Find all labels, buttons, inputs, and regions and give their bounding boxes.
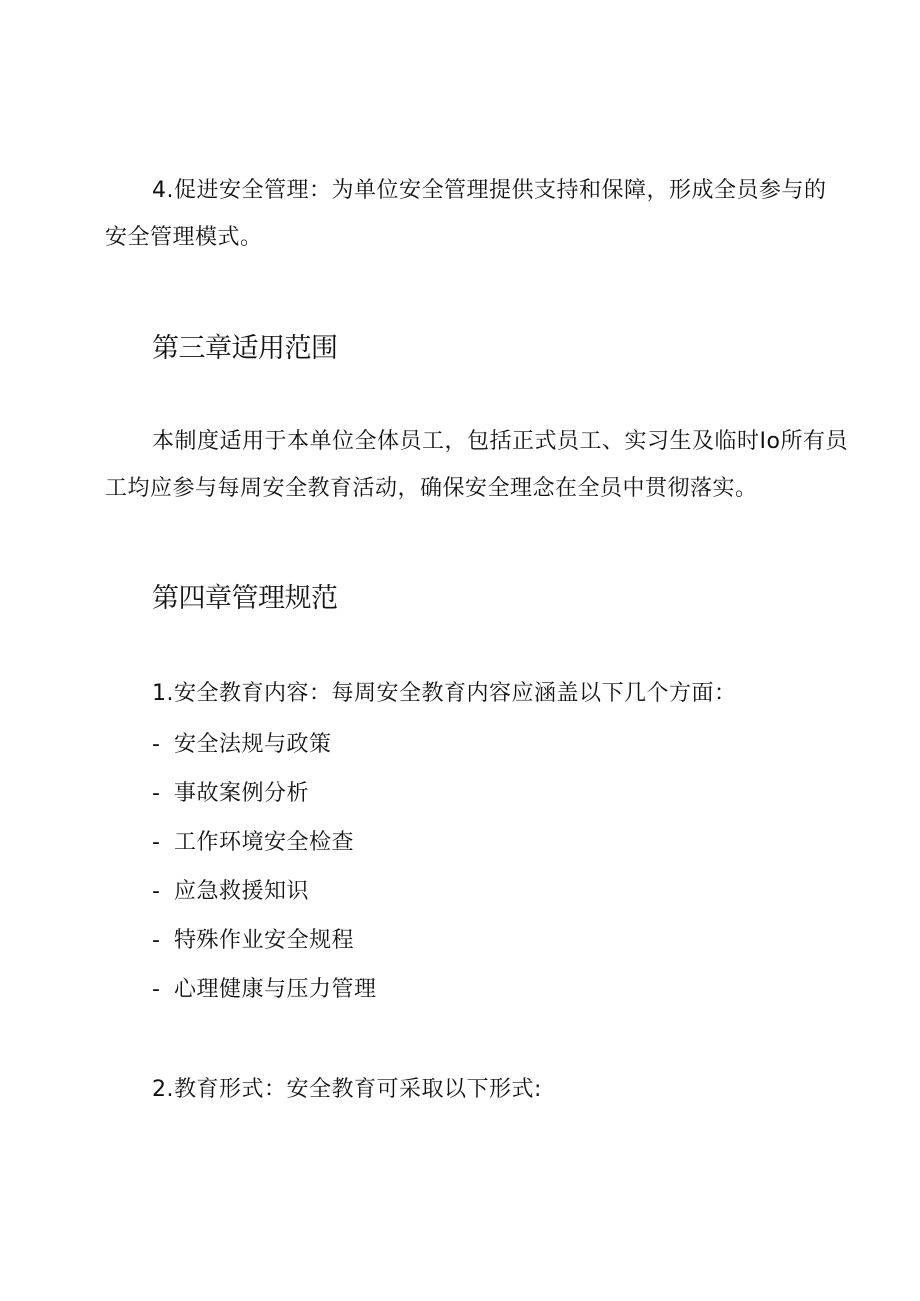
item-number: 1 <box>152 681 167 706</box>
bullet-dash: - <box>152 781 161 806</box>
item-text: .促进安全管理：为单位安全管理提供支持和保障，形成全员参与的 <box>166 178 827 203</box>
item-number: 2 <box>152 1077 167 1102</box>
list-item <box>152 965 852 1014</box>
list-item-text: 应急救援知识 <box>174 879 310 904</box>
chapter-3-line-1: 本制度适用于本单位全体员工，包括正式员工、实习生及临时Io所有员 <box>152 429 848 454</box>
list-item-text: 安全法规与政策 <box>174 732 332 757</box>
list-item-text: 心理健康与压力管理 <box>174 977 377 1002</box>
bullet-dash: - <box>152 977 161 1002</box>
chapter-4-item-1 <box>0 670 920 717</box>
bullet-dash: - <box>152 879 161 904</box>
item-number: 4 <box>152 178 167 203</box>
chapter-4-item-2-line <box>0 1066 920 1113</box>
chapter-3-paragraph <box>0 418 920 512</box>
goal-item-4-line-2: 安全管理模式。 <box>105 225 263 250</box>
item-text: .安全教育内容：每周安全教育内容应涵盖以下几个方面： <box>166 681 737 706</box>
chapter-4-heading: 第四章管理规范 <box>152 583 338 614</box>
chapter-3-heading: 第三章适用范围 <box>152 333 338 364</box>
content-bullet-list <box>152 720 852 1014</box>
bullet-dash: - <box>152 928 161 953</box>
list-item-text: 特殊作业安全规程 <box>174 928 355 953</box>
list-item-text: 工作环境安全检查 <box>174 830 355 855</box>
item-text: .教育形式：安全教育可采取以下形式: <box>166 1077 542 1102</box>
bullet-dash: - <box>152 732 161 757</box>
chapter-4-item-2 <box>0 1066 920 1113</box>
list-item-text: 事故案例分析 <box>174 781 310 806</box>
list-item <box>152 769 852 818</box>
list-item <box>152 867 852 916</box>
list-item <box>152 916 852 965</box>
bullet-dash: - <box>152 830 161 855</box>
goal-item-4-line-1 <box>0 167 920 214</box>
list-item <box>152 818 852 867</box>
chapter-3-line-2: 工均应参与每周安全教育活动，确保安全理念在全员中贯彻落实。 <box>105 476 758 501</box>
chapter-4-item-1-line <box>0 670 920 717</box>
list-item <box>152 720 852 769</box>
goal-item-4 <box>0 167 920 261</box>
